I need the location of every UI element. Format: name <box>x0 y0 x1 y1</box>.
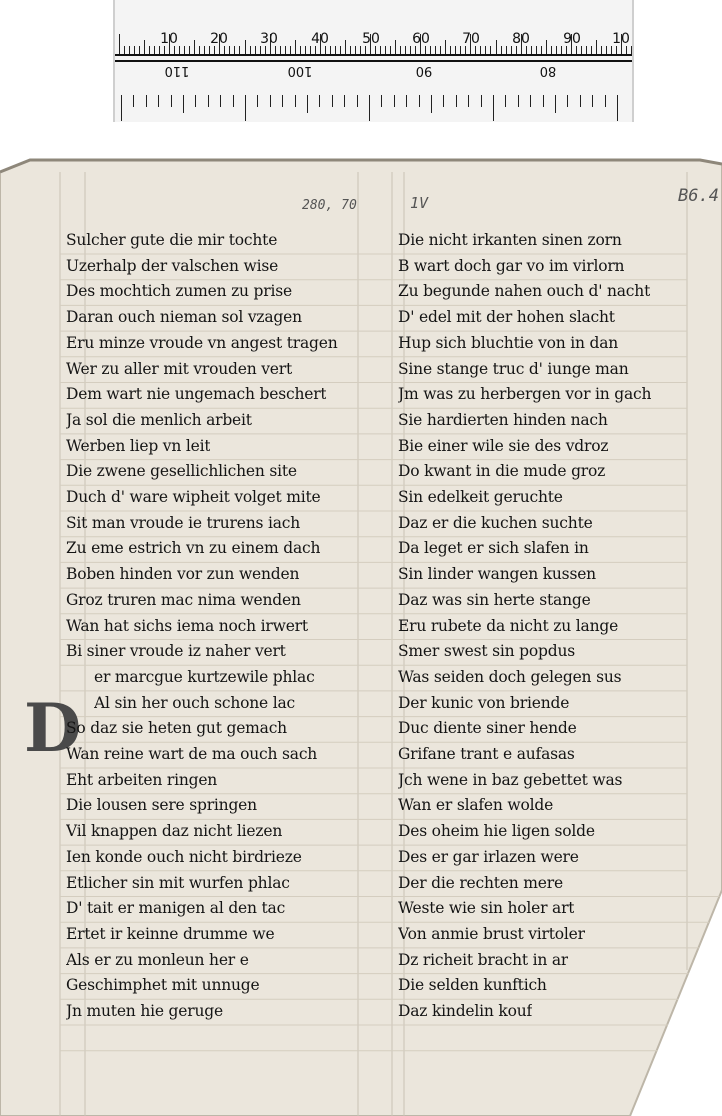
ruler-tick <box>443 95 444 107</box>
ruler-tick <box>171 95 172 107</box>
ruler-tick <box>194 40 195 54</box>
ruler-tick <box>214 46 215 54</box>
ruler-tick <box>606 46 607 54</box>
text-line: Daran ouch nieman sol vzagen <box>66 308 302 327</box>
ruler-cm-label: 40 <box>311 31 329 47</box>
ruler-tick <box>561 46 562 54</box>
ruler-tick <box>335 46 336 54</box>
ruler-tick <box>626 46 627 54</box>
text-line: Hup sich bluchtie von in dan <box>398 333 619 352</box>
ruler-tick <box>344 95 345 107</box>
ruler-tick <box>208 95 209 107</box>
ruler-tick <box>220 95 221 107</box>
text-line: Smer swest sin popdus <box>398 642 575 661</box>
ruler-tick <box>468 95 469 107</box>
ruler-tick <box>394 95 395 107</box>
text-line: Sine stange truc d' iunge man <box>398 359 629 378</box>
shelfmark-annotation: 280, 70 <box>302 198 357 213</box>
ruler-cm-label: 10 <box>612 31 630 47</box>
text-line: Bie einer wile sie des vdroz <box>398 436 609 455</box>
ruler-tick <box>265 46 266 54</box>
text-line: Do kwant in die mude groz <box>398 462 606 481</box>
ruler-tick <box>174 46 175 54</box>
ruler-cm-label: 20 <box>210 31 228 47</box>
ruler-tick <box>319 95 320 107</box>
text-line: Jch wene in baz gebettet was <box>398 770 623 789</box>
ruler-tick <box>310 46 311 54</box>
ruler-tick <box>385 46 386 54</box>
text-line: Vil knappen daz nicht liezen <box>66 822 283 841</box>
ruler-tick <box>234 46 235 54</box>
text-line: Wan reine wart de ma ouch sach <box>66 745 318 763</box>
ruler-tick <box>536 46 537 54</box>
ruler-tick <box>195 95 196 107</box>
ruler-cm-label: 60 <box>412 31 430 47</box>
ruler-tick <box>330 46 331 54</box>
ruler-tick <box>133 95 134 107</box>
ruler-tick <box>516 46 517 54</box>
ruler-tick <box>601 46 602 54</box>
ruler-tick <box>305 46 306 54</box>
text-line: Zu begunde nahen ouch d' nacht <box>398 282 651 301</box>
ruler-tick <box>496 40 497 54</box>
ruler-tick <box>425 46 426 54</box>
text-line: Uzerhalp der valschen wise <box>66 256 279 275</box>
text-line: Sit man vroude ie trurens iach <box>66 513 301 532</box>
ruler-tick <box>295 40 296 54</box>
ruler-tick <box>435 46 436 54</box>
ruler-tick <box>551 46 552 54</box>
ruler-tick <box>250 46 251 54</box>
text-line: Jn muten hie geruge <box>66 1002 223 1020</box>
ruler-tick <box>616 46 617 54</box>
ruler-cm-label: 70 <box>462 31 480 47</box>
text-line: Die lousen sere springen <box>66 796 257 815</box>
text-line: Der kunic von briende <box>398 693 570 712</box>
ruler-cm-label: 80 <box>512 31 530 47</box>
ruler-inch-label: 100 <box>287 63 313 78</box>
ruler-tick <box>179 46 180 54</box>
text-line: er marcgue kurtzewile phlac <box>94 667 315 686</box>
ruler-tick <box>501 46 502 54</box>
ruler-tick <box>381 95 382 107</box>
ruler-tick <box>431 95 432 113</box>
ruler-tick <box>315 46 316 54</box>
text-line: Wan hat sichs iema noch irwert <box>66 616 308 635</box>
ruler-tick <box>121 95 122 121</box>
ruler-tick <box>332 95 333 107</box>
ruler-tick <box>245 40 246 54</box>
text-line: Wan er slafen wolde <box>398 796 554 815</box>
ruler-tick <box>149 46 150 54</box>
ruler-tick <box>189 46 190 54</box>
text-line: Daz er die kuchen suchte <box>398 513 593 532</box>
ruler-tick <box>531 46 532 54</box>
ruler-tick <box>255 46 256 54</box>
text-line: Sin edelkeit geruchte <box>398 488 563 506</box>
text-line: Weste wie sin holer art <box>398 899 575 918</box>
ruler-tick <box>159 46 160 54</box>
ruler-tick <box>580 95 581 107</box>
ruler-inch-label: 80 <box>539 63 557 78</box>
text-line: Al sin her ouch schone lac <box>94 693 296 712</box>
text-line: Der die rechten mere <box>398 873 563 892</box>
ruler-tick <box>591 46 592 54</box>
measurement-ruler <box>113 0 634 122</box>
text-line: Geschimphet mit unnuge <box>66 976 260 995</box>
ruler-tick <box>395 40 396 54</box>
ruler-tick <box>530 95 531 107</box>
ruler-cm-label: 10 <box>160 31 178 47</box>
ruler-tick <box>581 46 582 54</box>
text-line: Eht arbeiten ringen <box>66 770 218 789</box>
text-line: Sie hardierten hinden nach <box>398 410 608 429</box>
text-line: Was seiden doch gelegen sus <box>398 667 622 686</box>
ruler-band-bottom <box>115 60 632 62</box>
ruler-tick <box>375 46 376 54</box>
ruler-tick <box>493 95 494 121</box>
text-line: Zu eme estrich vn zu einem dach <box>66 539 321 558</box>
ruler-tick <box>275 46 276 54</box>
ruler-tick <box>270 95 271 107</box>
text-line: Sulcher gute die mir tochte <box>66 231 278 249</box>
text-line: Werben liep vn leit <box>66 436 211 455</box>
ruler-tick <box>518 95 519 107</box>
ruler-tick <box>146 95 147 107</box>
ruler-tick <box>475 46 476 54</box>
ruler-tick <box>260 46 261 54</box>
ruler-tick <box>390 46 391 54</box>
ruler-tick <box>357 95 358 107</box>
ruler-tick <box>592 95 593 107</box>
ruler-tick <box>511 46 512 54</box>
text-line: D' tait er manigen al den tac <box>66 899 286 918</box>
folio-annotation: 1V <box>410 194 429 212</box>
ruler-tick <box>490 46 491 54</box>
text-line: Etlicher sin mit wurfen phlac <box>66 873 290 892</box>
ruler-tick <box>345 40 346 54</box>
ruler-tick <box>445 40 446 54</box>
text-line: Ien konde ouch nicht birdrieze <box>66 847 302 866</box>
ruler-tick <box>455 46 456 54</box>
ruler-tick <box>285 46 286 54</box>
text-line: Eru rubete da nicht zu lange <box>398 616 619 635</box>
text-line: Wer zu aller mit vrouden vert <box>66 359 292 378</box>
ruler-tick <box>460 46 461 54</box>
ruler-band-top <box>115 54 632 56</box>
manuscript-leaf <box>0 150 722 1116</box>
text-line: Dem wart nie ungemach beschert <box>66 385 327 404</box>
text-line: Boben hinden vor zun wenden <box>66 565 300 584</box>
text-line: Die selden kunftich <box>398 976 547 995</box>
text-line: Des mochtich zumen zu prise <box>66 282 292 301</box>
text-line: D' edel mit der hohen slacht <box>398 308 615 327</box>
ruler-tick <box>405 46 406 54</box>
ruler-tick <box>380 46 381 54</box>
ruler-tick <box>406 95 407 107</box>
ruler-tick <box>295 95 296 107</box>
ruler-tick <box>586 46 587 54</box>
ruler-tick <box>419 95 420 107</box>
ruler-tick <box>199 46 200 54</box>
ruler-tick <box>485 46 486 54</box>
ruler-tick <box>506 46 507 54</box>
text-line: Von anmie brust virtoler <box>398 924 585 943</box>
ruler-tick <box>456 95 457 107</box>
ruler-tick <box>233 95 234 107</box>
ruler-tick <box>596 40 597 54</box>
decorated-initial: D <box>24 689 82 767</box>
ruler-inch-label: 90 <box>415 63 433 78</box>
text-line: Die zwene gesellichlichen site <box>66 462 297 481</box>
text-line: Des er gar irlazen were <box>398 847 579 866</box>
ruler-tick <box>440 46 441 54</box>
text-line: Da leget er sich slafen in <box>398 539 589 558</box>
ruler-tick <box>183 95 184 113</box>
ruler-tick <box>124 46 125 54</box>
text-line: Daz was sin herte stange <box>398 590 591 609</box>
ruler-tick <box>631 46 632 54</box>
ruler-tick <box>400 46 401 54</box>
ruler-tick <box>611 46 612 54</box>
ruler-tick <box>465 46 466 54</box>
ruler-tick <box>567 95 568 107</box>
ruler-tick <box>430 46 431 54</box>
ruler-tick <box>154 46 155 54</box>
text-line: Des oheim hie ligen solde <box>398 822 595 841</box>
ruler-tick <box>325 46 326 54</box>
ruler-tick <box>546 40 547 54</box>
ruler-tick <box>245 95 246 121</box>
ruler-tick <box>410 46 411 54</box>
text-line: Eru minze vroude vn angest tragen <box>66 333 338 352</box>
ruler-tick <box>450 46 451 54</box>
text-line: B wart doch gar vo im virlorn <box>398 256 625 275</box>
ruler-tick <box>369 95 370 121</box>
ruler-tick <box>566 46 567 54</box>
ruler-tick <box>224 46 225 54</box>
ruler-tick <box>139 46 140 54</box>
ruler-tick <box>617 95 618 121</box>
ruler-tick <box>307 95 308 113</box>
text-line: Jm was zu herbergen vor in gach <box>398 385 652 404</box>
ruler-tick <box>360 46 361 54</box>
text-line: Duch d' ware wipheit volget mite <box>66 488 321 506</box>
ruler-tick <box>415 46 416 54</box>
ruler-tick <box>209 46 210 54</box>
ruler-tick <box>365 46 366 54</box>
ruler-tick <box>280 46 281 54</box>
ruler-cm-label: 50 <box>362 31 380 47</box>
ruler-tick <box>350 46 351 54</box>
ruler-tick <box>526 46 527 54</box>
text-line: Grifane trant e aufasas <box>398 745 575 763</box>
ruler-tick <box>257 95 258 107</box>
ruler-tick <box>543 95 544 107</box>
ruler-tick <box>555 95 556 113</box>
ruler-tick <box>505 95 506 107</box>
text-line: So daz sie heten gut gemach <box>66 719 287 738</box>
ruler-inch-label: 110 <box>164 63 190 78</box>
ruler-tick <box>541 46 542 54</box>
text-line: Die nicht irkanten sinen zorn <box>398 231 622 249</box>
text-line: Ja sol die menlich arbeit <box>66 410 252 429</box>
text-line: Dz richeit bracht in ar <box>398 950 569 969</box>
ruler-tick <box>556 46 557 54</box>
ruler-tick <box>239 46 240 54</box>
ruler-tick <box>290 46 291 54</box>
ruler-tick <box>300 46 301 54</box>
ruler-tick <box>144 40 145 54</box>
text-line: Bi siner vroude iz naher vert <box>66 642 286 661</box>
ruler-cm-label: 30 <box>260 31 278 47</box>
text-line: Groz truren mac nima wenden <box>66 590 301 609</box>
ruler-tick <box>129 46 130 54</box>
ruler-tick <box>184 46 185 54</box>
ruler-tick <box>164 46 165 54</box>
ruler-tick <box>158 95 159 107</box>
ruler-tick <box>605 95 606 107</box>
ruler-cm-label: 90 <box>563 31 581 47</box>
corner-mark-annotation: B6.4 <box>678 186 719 206</box>
ruler-tick <box>134 46 135 54</box>
ruler-tick <box>119 34 120 54</box>
ruler-tick <box>480 46 481 54</box>
text-line: Sin linder wangen kussen <box>398 565 596 584</box>
ruler-tick <box>204 46 205 54</box>
ruler-tick <box>481 95 482 107</box>
ruler-tick <box>576 46 577 54</box>
ruler-tick <box>340 46 341 54</box>
ruler-tick <box>355 46 356 54</box>
text-line: Als er zu monleun her e <box>66 950 249 969</box>
text-line: Daz kindelin kouf <box>398 1002 533 1020</box>
ruler-tick <box>282 95 283 107</box>
ruler-tick <box>229 46 230 54</box>
text-line: Ertet ir keinne drumme we <box>66 924 275 943</box>
text-line: Duc diente siner hende <box>398 719 577 738</box>
